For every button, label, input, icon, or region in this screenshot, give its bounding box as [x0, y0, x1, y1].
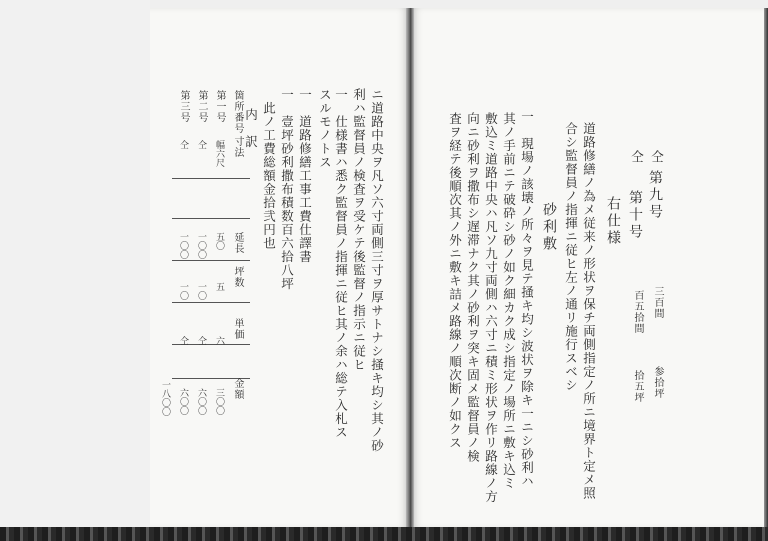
table-col-size: 寸法: [232, 136, 243, 158]
left-line-5: 一 道路修繕工事工費仕譯書: [297, 88, 313, 264]
clause-line-5: 査ヲ経テ後順次其ノ外ニ敷キ詰メ路線ノ順次断ノ如クス: [447, 112, 463, 450]
item-10-area: 拾五坪: [632, 370, 643, 403]
item-10-length: 百五拾間: [632, 290, 643, 334]
page-edge: [764, 8, 768, 528]
left-line-1: ニ道路中央ヲ凡ソ六寸両側三寸ヲ厚サトナシ掻キ均シ其ノ砂: [369, 88, 385, 453]
left-line-4: スルモノトス: [317, 88, 333, 169]
clause-line-3: 敷込ミ道路中央ハ凡ソ九寸両側ハ六寸ニ積ミ形状ヲ作リ路線ノ方: [483, 112, 499, 504]
cell-tsubo-2: 一〇: [196, 282, 206, 300]
table-col-amount: 金額: [232, 378, 243, 400]
cell-amount-2: 六〇〇: [196, 388, 206, 415]
cell-tsubo-1: 五: [214, 282, 224, 291]
left-line-8: 内 訳: [243, 108, 259, 149]
cell-price-3: 仝: [178, 336, 188, 345]
table-header-no: 箇所番号: [232, 90, 243, 134]
left-line-2: 利ハ監督員ノ検査ヲ受ケテ後監督ノ指示ニ従ヒ: [351, 88, 367, 372]
section-title: 砂利敷: [541, 202, 557, 253]
spec-heading: 右仕様: [605, 196, 621, 247]
item-10-label: 第十号: [627, 190, 643, 241]
table-col-price: 単価: [232, 318, 243, 340]
clause-line-4: 向ニ砂利ヲ撒布シ遅滞ナク其ノ砂利ヲ突キ固メ監督員ノ検: [465, 112, 481, 463]
table-row-2-label: 第二号: [196, 90, 207, 123]
cell-amount-total: 一八〇〇: [160, 380, 170, 416]
left-line-3: 一 仕様書ハ悉ク監督員ノ指揮ニ従ヒ其ノ余ハ総テ入札ス: [333, 88, 349, 439]
clause-line-2: 其ノ手前ニテ破砕シ砂ノ如ク細カク成シ指定ノ場所ニ敷キ込ミ: [501, 112, 517, 490]
intro-line-1: 道路修繕ノ為メ従来ノ形状ヲ保チ両側指定ノ所ニ境界ト定メ照: [581, 122, 597, 500]
cell-size-1: 幅六尺: [214, 140, 224, 167]
item-9-length: 三百間: [652, 286, 663, 319]
cell-amount-1: 三〇〇: [214, 388, 224, 415]
table-row-1-label: 第一号: [214, 90, 225, 123]
item-9-label: 第九号: [647, 170, 663, 221]
cell-amount-3: 六〇〇: [178, 388, 188, 415]
item-9-area: 参拾坪: [652, 366, 663, 399]
cell-price-2: 仝: [196, 336, 206, 345]
cell-length-1: 五〇: [214, 232, 224, 250]
clause-line-1: 一 現場ノ該壊ノ所々ヲ見テ掻キ均シ波状ヲ除キ一ニシ砂利ハ: [519, 110, 535, 488]
scan-bottom-edge: [0, 527, 768, 541]
cell-length-3: 一〇〇: [178, 232, 188, 259]
left-line-6: 一 壹坪砂利撒布積数百六拾八坪: [279, 88, 295, 291]
table-col-length: 延長: [232, 232, 243, 254]
item-10-same: 仝: [629, 150, 645, 164]
table-col-tsubo: 坪数: [232, 266, 243, 288]
cell-size-3: 仝: [178, 140, 188, 149]
book-gutter: [406, 8, 414, 528]
left-line-7: 此ノ工費総額金拾弐円也: [261, 88, 277, 250]
table-row-3-label: 第三号: [178, 90, 189, 123]
intro-line-2: 合シ監督員ノ指揮ニ従ヒ左ノ通リ施行スベシ: [563, 122, 579, 392]
item-9-same: 仝: [649, 150, 665, 164]
cell-tsubo-3: 一〇: [178, 282, 188, 300]
cell-size-2: 仝: [196, 140, 206, 149]
scan-margin: [0, 0, 150, 530]
cell-price-1: 六: [214, 336, 224, 345]
cell-length-2: 一〇〇: [196, 232, 206, 259]
